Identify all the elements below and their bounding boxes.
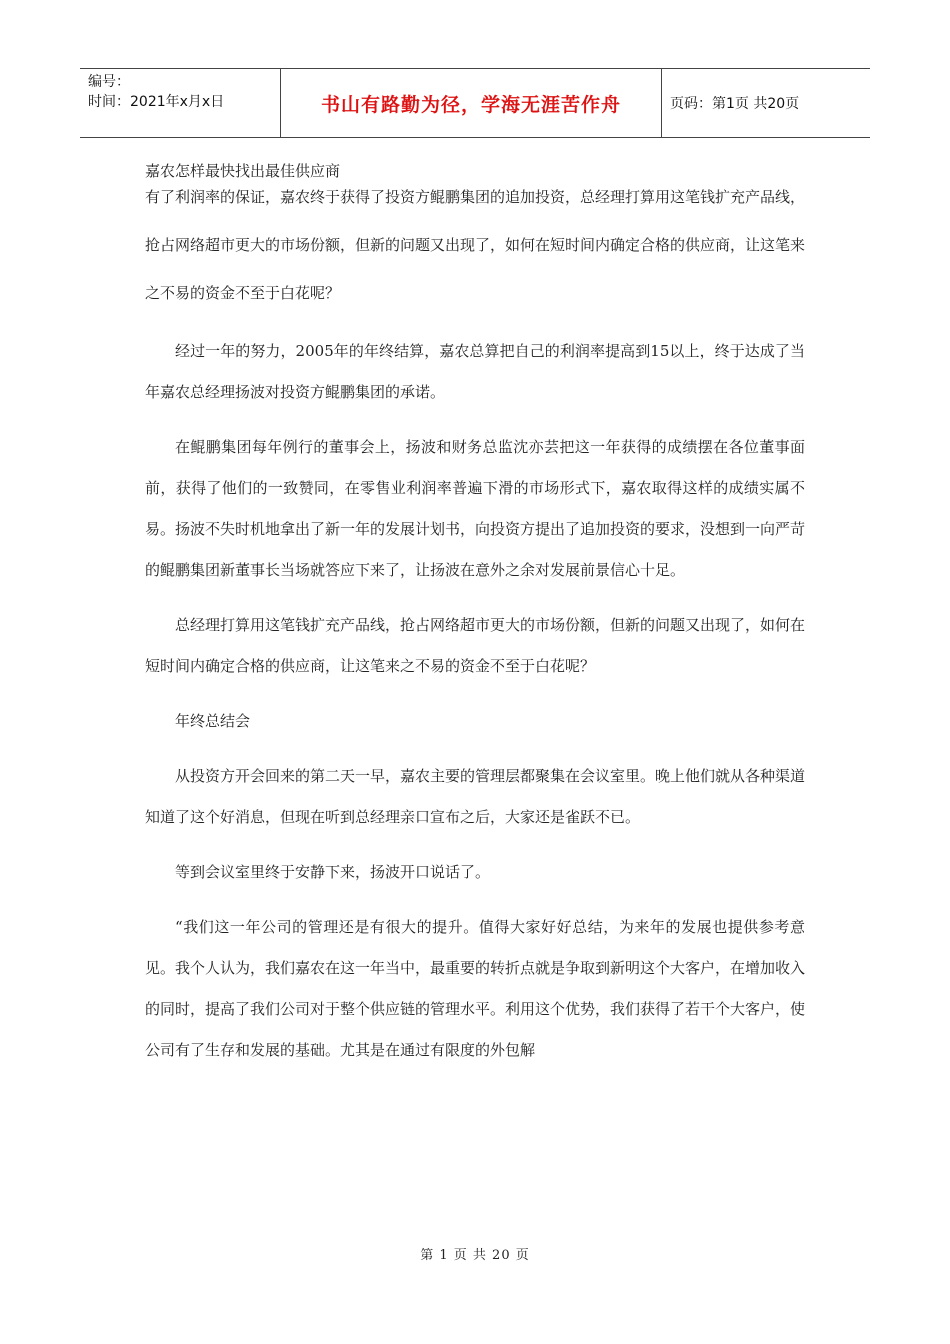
- number-label: 编号：: [88, 74, 130, 90]
- paragraph-3: 总经理打算用这笔钱扩充产品线，抢占网络超市更大的市场份额，但新的问题又出现了，如何在短时间内确定合格的供应商，让这笔来之不易的资金不至于白花呢？: [145, 616, 806, 675]
- article-title: 嘉农怎样最快找出最佳供应商: [145, 162, 341, 180]
- paragraph-6: “我们这一年公司的管理还是有很大的提升。值得大家好好总结，为来年的发展也提供参考意见。我个人认为，我们嘉农在这一年当中，最重要的转折点就是争取到新明这个大客户，在增加收入的同时，提高了我们公司对于整个供应链的管理水平。利用这个优势，我们获得了若干个大客户，使公司有了生存和发展的基础。尤其是在通过有限度的外包解: [145, 918, 806, 1059]
- time-label: 时间：2021年x月x日: [88, 94, 225, 110]
- page-footer: 第 1 页 共 20 页: [420, 1248, 530, 1263]
- intro-paragraph: 有了利润率的保证，嘉农终于获得了投资方鲲鹏集团的追加投资，总经理打算用这笔钱扩充产品线，抢占网络超市更大的市场份额，但新的问题又出现了，如何在短时间内确定合格的供应商，让这笔来之不易的资金不至于白花呢？: [145, 188, 806, 302]
- paragraph-2: 在鲲鹏集团每年例行的董事会上，扬波和财务总监沈亦芸把这一年获得的成绩摆在各位董事面前，获得了他们的一致赞同，在零售业利润率普遍下滑的市场形式下，嘉农取得这样的成绩实属不易。扬波不失时机地拿出了新一年的发展计划书，向投资方提出了追加投资的要求，没想到一向严苛的鲲鹏集团新董事长当场就答应下来了，让扬波在意外之余对发展前景信心十足。: [145, 438, 806, 579]
- header-motto: 书山有路勤为径，学海无涯苦作舟: [281, 69, 662, 137]
- header-page-label: 页码：第1页 共20页: [670, 96, 800, 112]
- article-body: [145, 158, 805, 1071]
- paragraph-1: 经过一年的努力，2005年的年终结算，嘉农总算把自己的利润率提高到15以上，终于达成了当年嘉农总经理扬波对投资方鲲鹏集团的承诺。: [145, 342, 805, 401]
- section-heading: 年终总结会: [175, 712, 251, 730]
- paragraph-4: 从投资方开会回来的第二天一早，嘉农主要的管理层都聚集在会议室里。晚上他们就从各种渠道知道了这个好消息，但现在听到总经理亲口宣布之后，大家还是雀跃不已。: [145, 767, 806, 826]
- page-header: [80, 68, 870, 138]
- header-meta: [80, 69, 281, 137]
- paragraph-5: 等到会议室里终于安静下来，扬波开口说话了。: [175, 863, 491, 881]
